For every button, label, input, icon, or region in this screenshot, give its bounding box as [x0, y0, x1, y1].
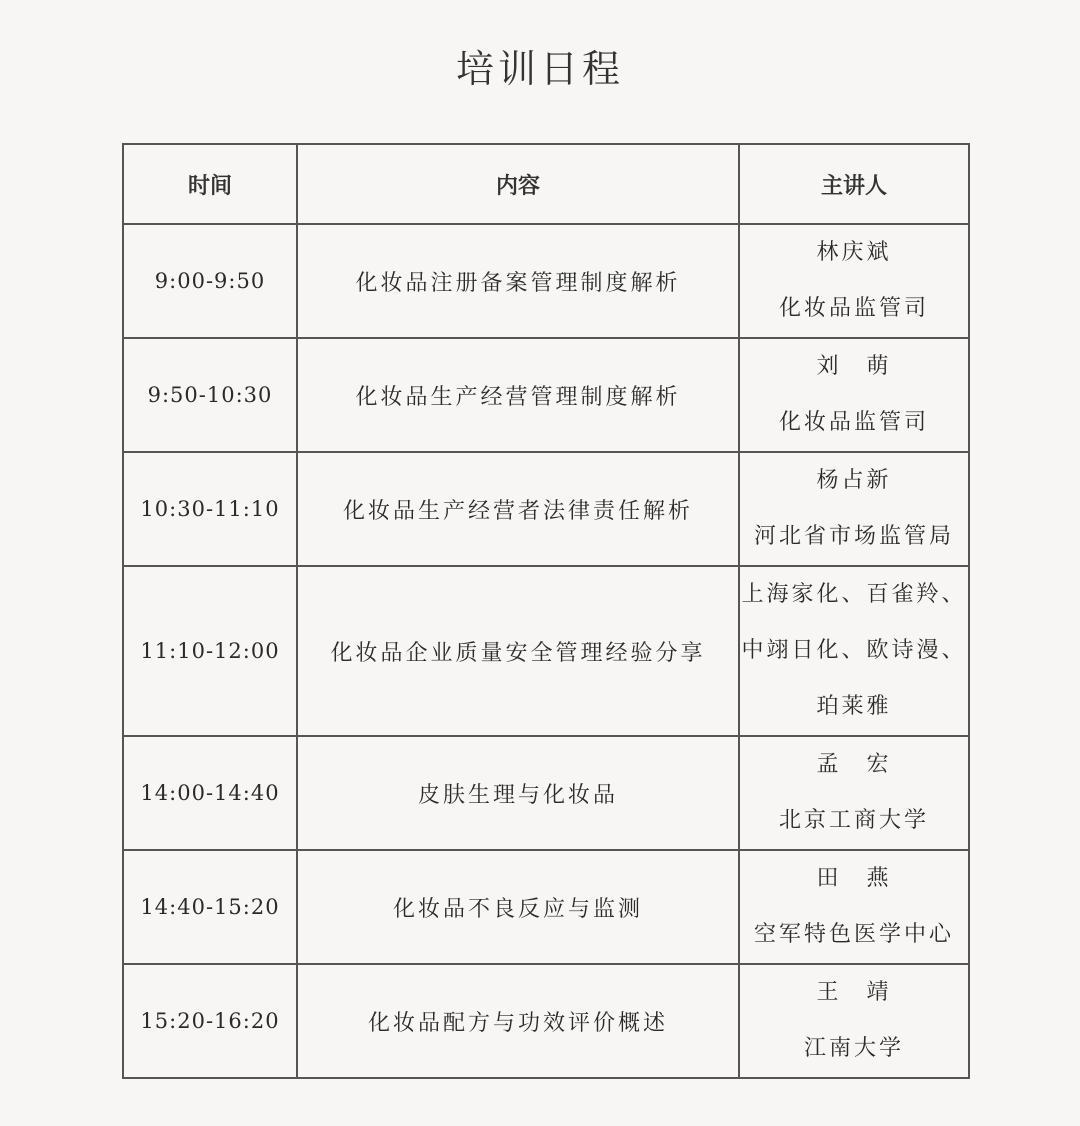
table-row: [123, 338, 969, 452]
speaker-company-line: 珀莱雅: [816, 694, 892, 719]
speaker-cell: [739, 736, 969, 850]
speaker-org: 化妆品监管司: [778, 296, 929, 321]
table-row: [123, 736, 969, 850]
speaker-cell: [739, 224, 969, 338]
table-header-row: [123, 144, 969, 224]
speaker-name: 王 靖: [816, 980, 892, 1005]
speaker-name: 田 燕: [816, 866, 892, 891]
time-cell: 10:30-11:10: [123, 452, 297, 566]
schedule-table: [122, 143, 970, 1079]
content-cell: 化妆品生产经营者法律责任解析: [297, 452, 739, 566]
speaker-name: 林庆斌: [816, 240, 892, 265]
time-cell: 11:10-12:00: [123, 566, 297, 736]
time-cell: 9:50-10:30: [123, 338, 297, 452]
header-content: 内容: [297, 144, 739, 224]
speaker-cell: [739, 566, 969, 736]
speaker-name: 刘 萌: [816, 354, 892, 379]
speaker-name: 杨占新: [816, 468, 892, 493]
content-cell: 化妆品配方与功效评价概述: [297, 964, 739, 1078]
table-row: [123, 850, 969, 964]
content-cell: 化妆品生产经营管理制度解析: [297, 338, 739, 452]
speaker-name: 孟 宏: [816, 752, 892, 777]
speaker-org: 河北省市场监管局: [753, 524, 954, 549]
document-title: 培训日程: [455, 47, 624, 91]
speaker-cell: [739, 452, 969, 566]
speaker-cell: [739, 338, 969, 452]
speaker-org: 空军特色医学中心: [753, 922, 954, 947]
table-row: [123, 452, 969, 566]
speaker-company-line: 上海家化、百雀羚、: [741, 582, 967, 607]
header-speaker: 主讲人: [739, 144, 969, 224]
speaker-cell: [739, 850, 969, 964]
table-row: [123, 566, 969, 736]
time-cell: 9:00-9:50: [123, 224, 297, 338]
time-cell: 15:20-16:20: [123, 964, 297, 1078]
speaker-org: 化妆品监管司: [778, 410, 929, 435]
speaker-company-line: 中翊日化、欧诗漫、: [741, 638, 967, 663]
header-time: 时间: [123, 144, 297, 224]
content-cell: 化妆品不良反应与监测: [297, 850, 739, 964]
content-cell: 化妆品企业质量安全管理经验分享: [297, 566, 739, 736]
content-cell: 化妆品注册备案管理制度解析: [297, 224, 739, 338]
time-cell: 14:40-15:20: [123, 850, 297, 964]
time-cell: 14:00-14:40: [123, 736, 297, 850]
content-cell: 皮肤生理与化妆品: [297, 736, 739, 850]
speaker-org: 江南大学: [803, 1036, 904, 1061]
speaker-org: 北京工商大学: [778, 808, 929, 833]
table-row: [123, 964, 969, 1078]
speaker-cell: [739, 964, 969, 1078]
table-row: [123, 224, 969, 338]
